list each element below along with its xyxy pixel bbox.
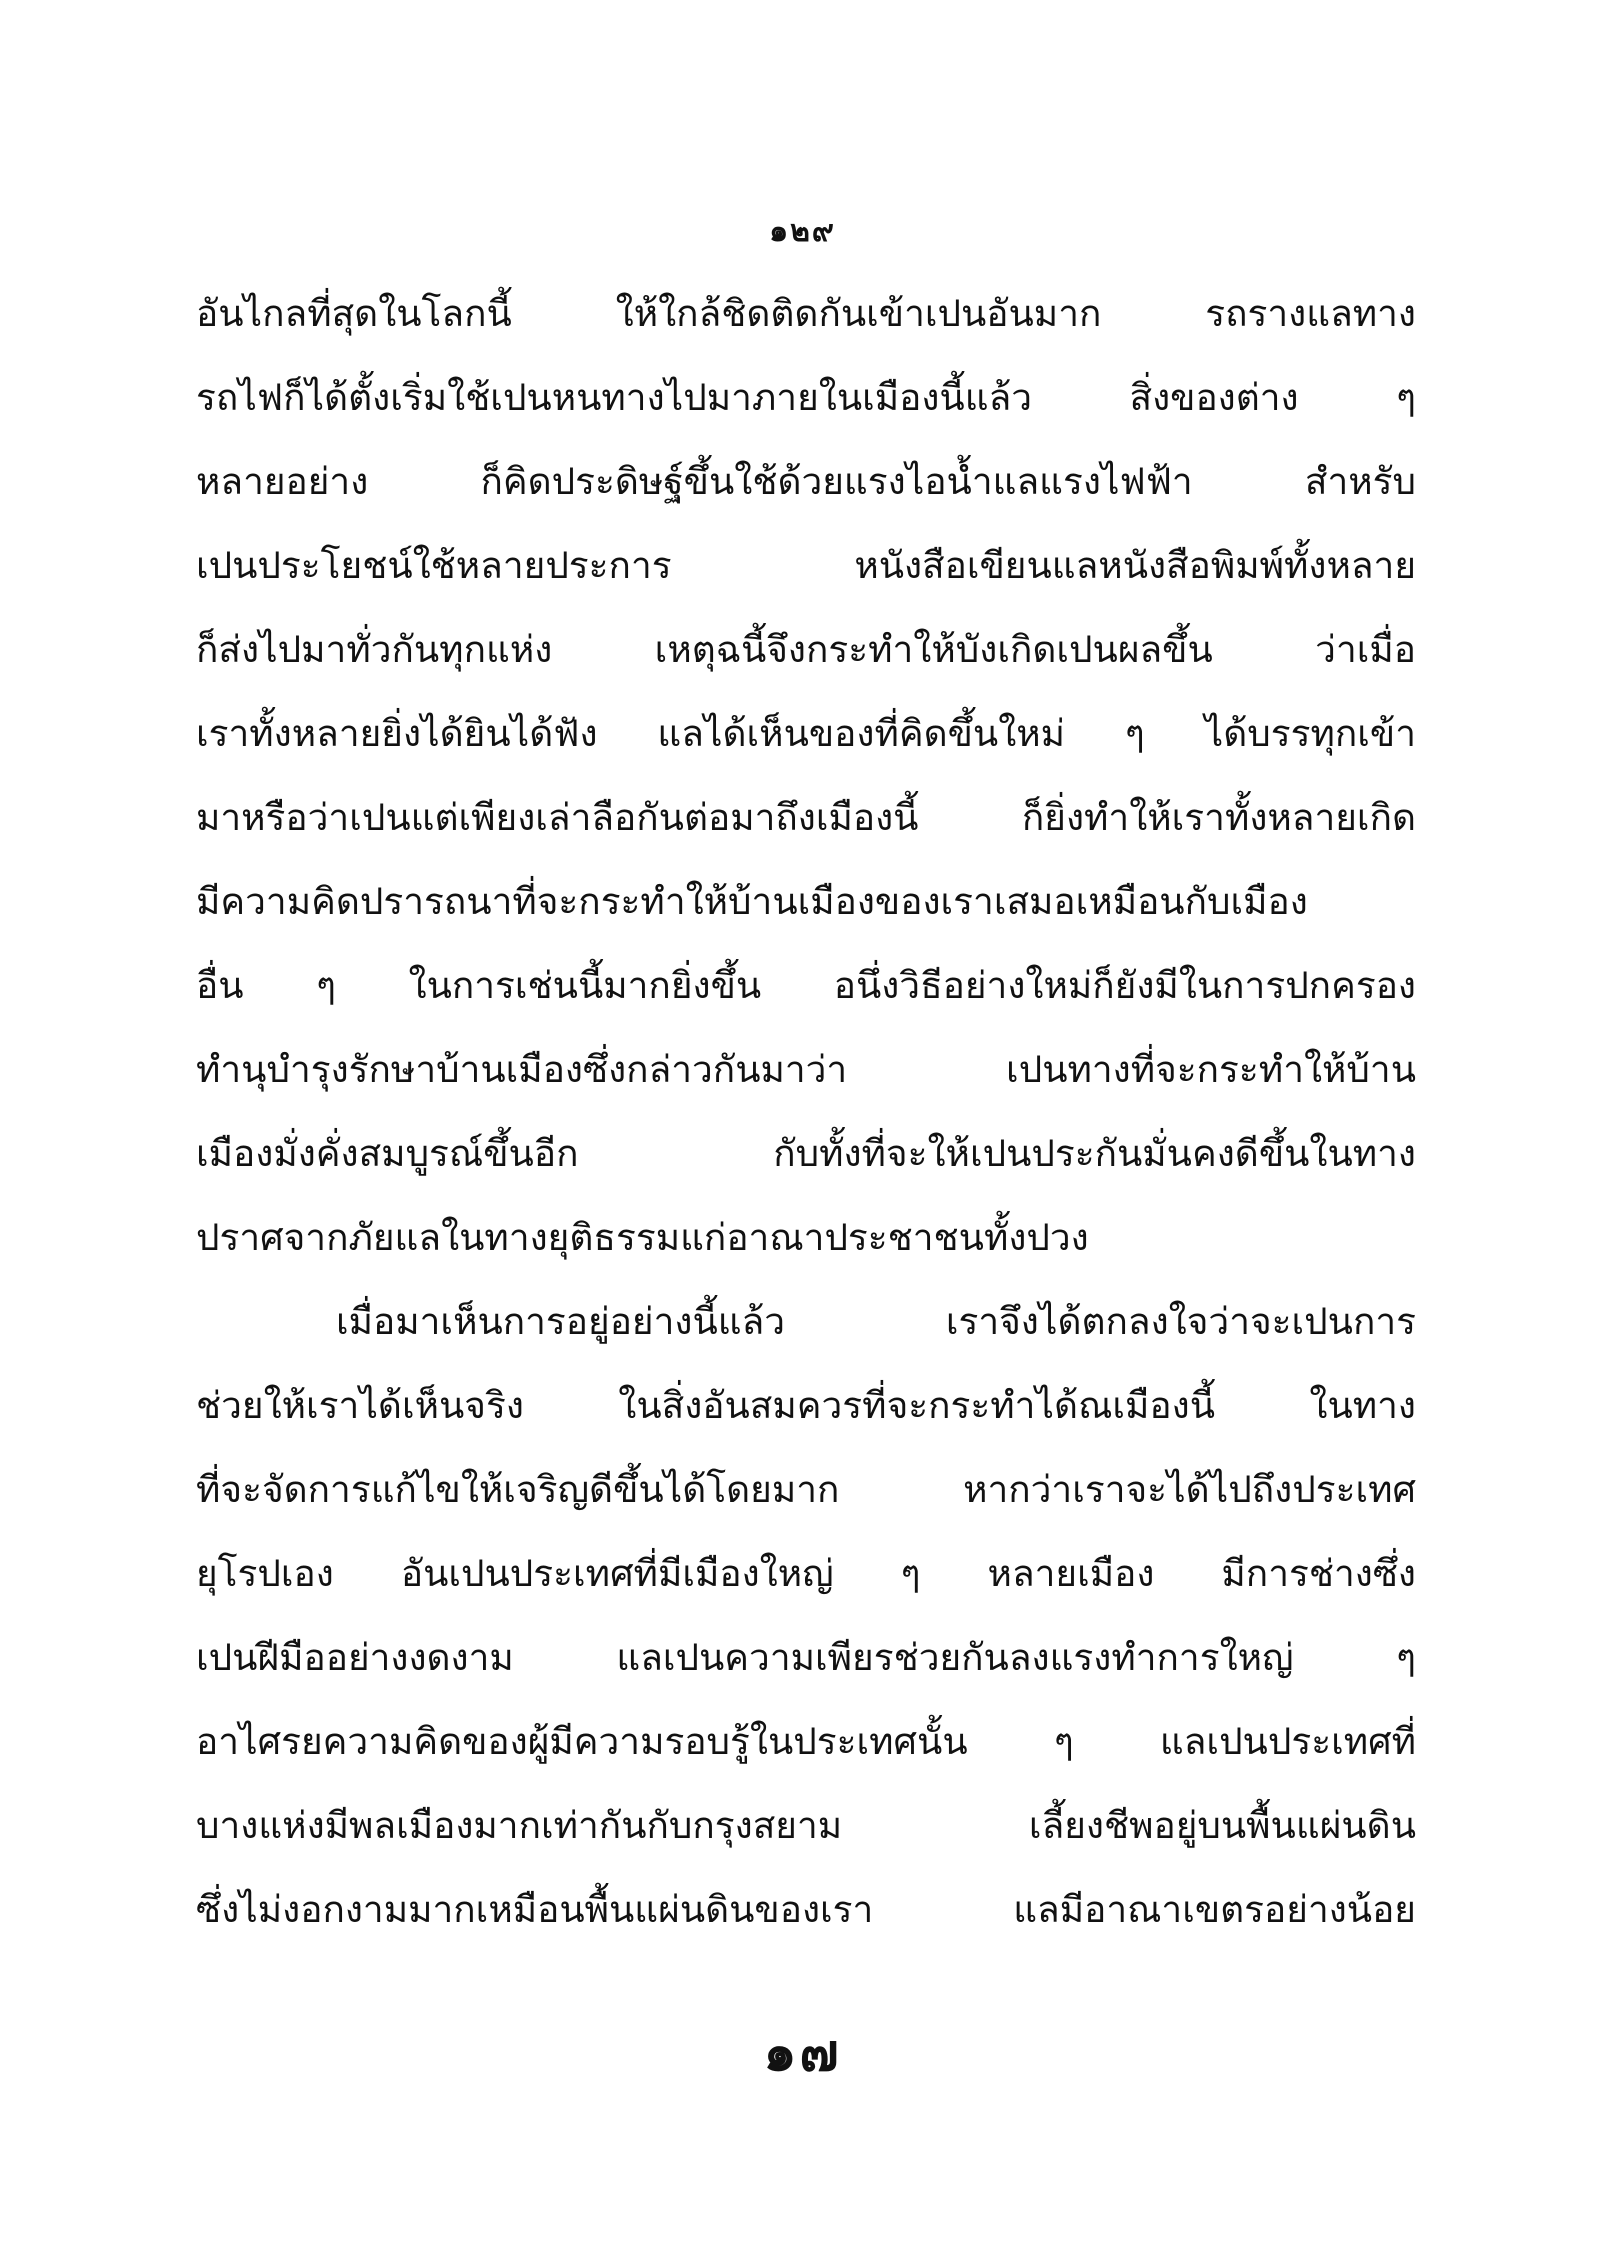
text-line-15: ที่จะจัดการแก้ไขให้เจริญดีขึ้นได้โดยมาก หากว่าเราจะได้ไปถึงประเทศ <box>196 1468 1416 1511</box>
page-header-number: ๑๒๙ <box>769 214 836 249</box>
text-line-8: มีความคิดปรารถนาที่จะกระทำให้บ้านเมืองของเราเสมอเหมือนกับเมือง <box>196 880 1308 923</box>
text-line-19: บางแห่งมีพลเมืองมากเท่ากันกับกรุงสยาม เลี้ยงชีพอยู่บนพื้นแผ่นดิน <box>196 1804 1416 1847</box>
text-line-12: ปราศจากภัยแลในทางยุติธรรมแก่อาณาประชาชนทั้งปวง <box>196 1216 1089 1259</box>
body-text <box>196 272 1416 1952</box>
text-line-13: เมื่อมาเห็นการอยู่อย่างนี้แล้ว เราจึงได้ตกลงใจว่าจะเปนการ <box>336 1300 1416 1343</box>
text-line-6: เราทั้งหลายยิ่งได้ยินได้ฟัง แลได้เห็นของที่คิดขึ้นใหม่ ๆ ได้บรรทุกเข้า <box>196 712 1416 755</box>
text-line-16: ยุโรปเอง อันเปนประเทศที่มีเมืองใหญ่ ๆ หลายเมือง มีการช่างซึ่ง <box>196 1552 1416 1595</box>
text-line-9: อื่น ๆ ในการเช่นนี้มากยิ่งขึ้น อนึ่งวิธีอย่างใหม่ก็ยังมีในการปกครอง <box>196 964 1416 1007</box>
page-footer-number: ๑๗ <box>763 2022 842 2083</box>
text-line-4: เปนประโยชน์ใช้หลายประการ หนังสือเขียนแลหนังสือพิมพ์ทั้งหลาย <box>196 544 1416 587</box>
text-line-17: เปนฝีมืออย่างงดงาม แลเปนความเพียรช่วยกันลงแรงทำการใหญ่ ๆ <box>196 1636 1416 1679</box>
text-line-5: ก็ส่งไปมาทั่วกันทุกแห่ง เหตุฉนี้จึงกระทำให้บังเกิดเปนผลขึ้น ว่าเมื่อ <box>196 628 1416 671</box>
text-line-2: รถไฟก็ได้ตั้งเริ่มใช้เปนหนทางไปมาภายในเมืองนี้แล้ว สิ่งของต่าง ๆ <box>196 376 1416 419</box>
text-line-11: เมืองมั่งคั่งสมบูรณ์ขึ้นอีก กับทั้งที่จะให้เปนประกันมั่นคงดีขึ้นในทาง <box>196 1132 1416 1175</box>
text-line-3: หลายอย่าง ก็คิดประดิษฐ์ขึ้นใช้ด้วยแรงไอน้ำแลแรงไฟฟ้า สำหรับ <box>196 460 1416 503</box>
text-line-7: มาหรือว่าเปนแต่เพียงเล่าลือกันต่อมาถึงเมืองนี้ ก็ยิ่งทำให้เราทั้งหลายเกิด <box>196 796 1416 839</box>
text-line-18: อาไศรยความคิดของผู้มีความรอบรู้ในประเทศนั้น ๆ แลเปนประเทศที่ <box>196 1720 1416 1763</box>
text-line-10: ทำนุบำรุงรักษาบ้านเมืองซึ่งกล่าวกันมาว่า เปนทางที่จะกระทำให้บ้าน <box>196 1048 1416 1091</box>
text-line-1: อันไกลที่สุดในโลกนี้ ให้ใกล้ชิดติดกันเข้าเปนอันมาก รถรางแลทาง <box>196 292 1416 335</box>
text-line-20: ซึ่งไม่งอกงามมากเหมือนพื้นแผ่นดินของเรา แลมีอาณาเขตรอย่างน้อย <box>196 1888 1416 1931</box>
text-line-14: ช่วยให้เราได้เห็นจริง ในสิ่งอันสมควรที่จะกระทำได้ณเมืองนี้ ในทาง <box>196 1384 1416 1427</box>
